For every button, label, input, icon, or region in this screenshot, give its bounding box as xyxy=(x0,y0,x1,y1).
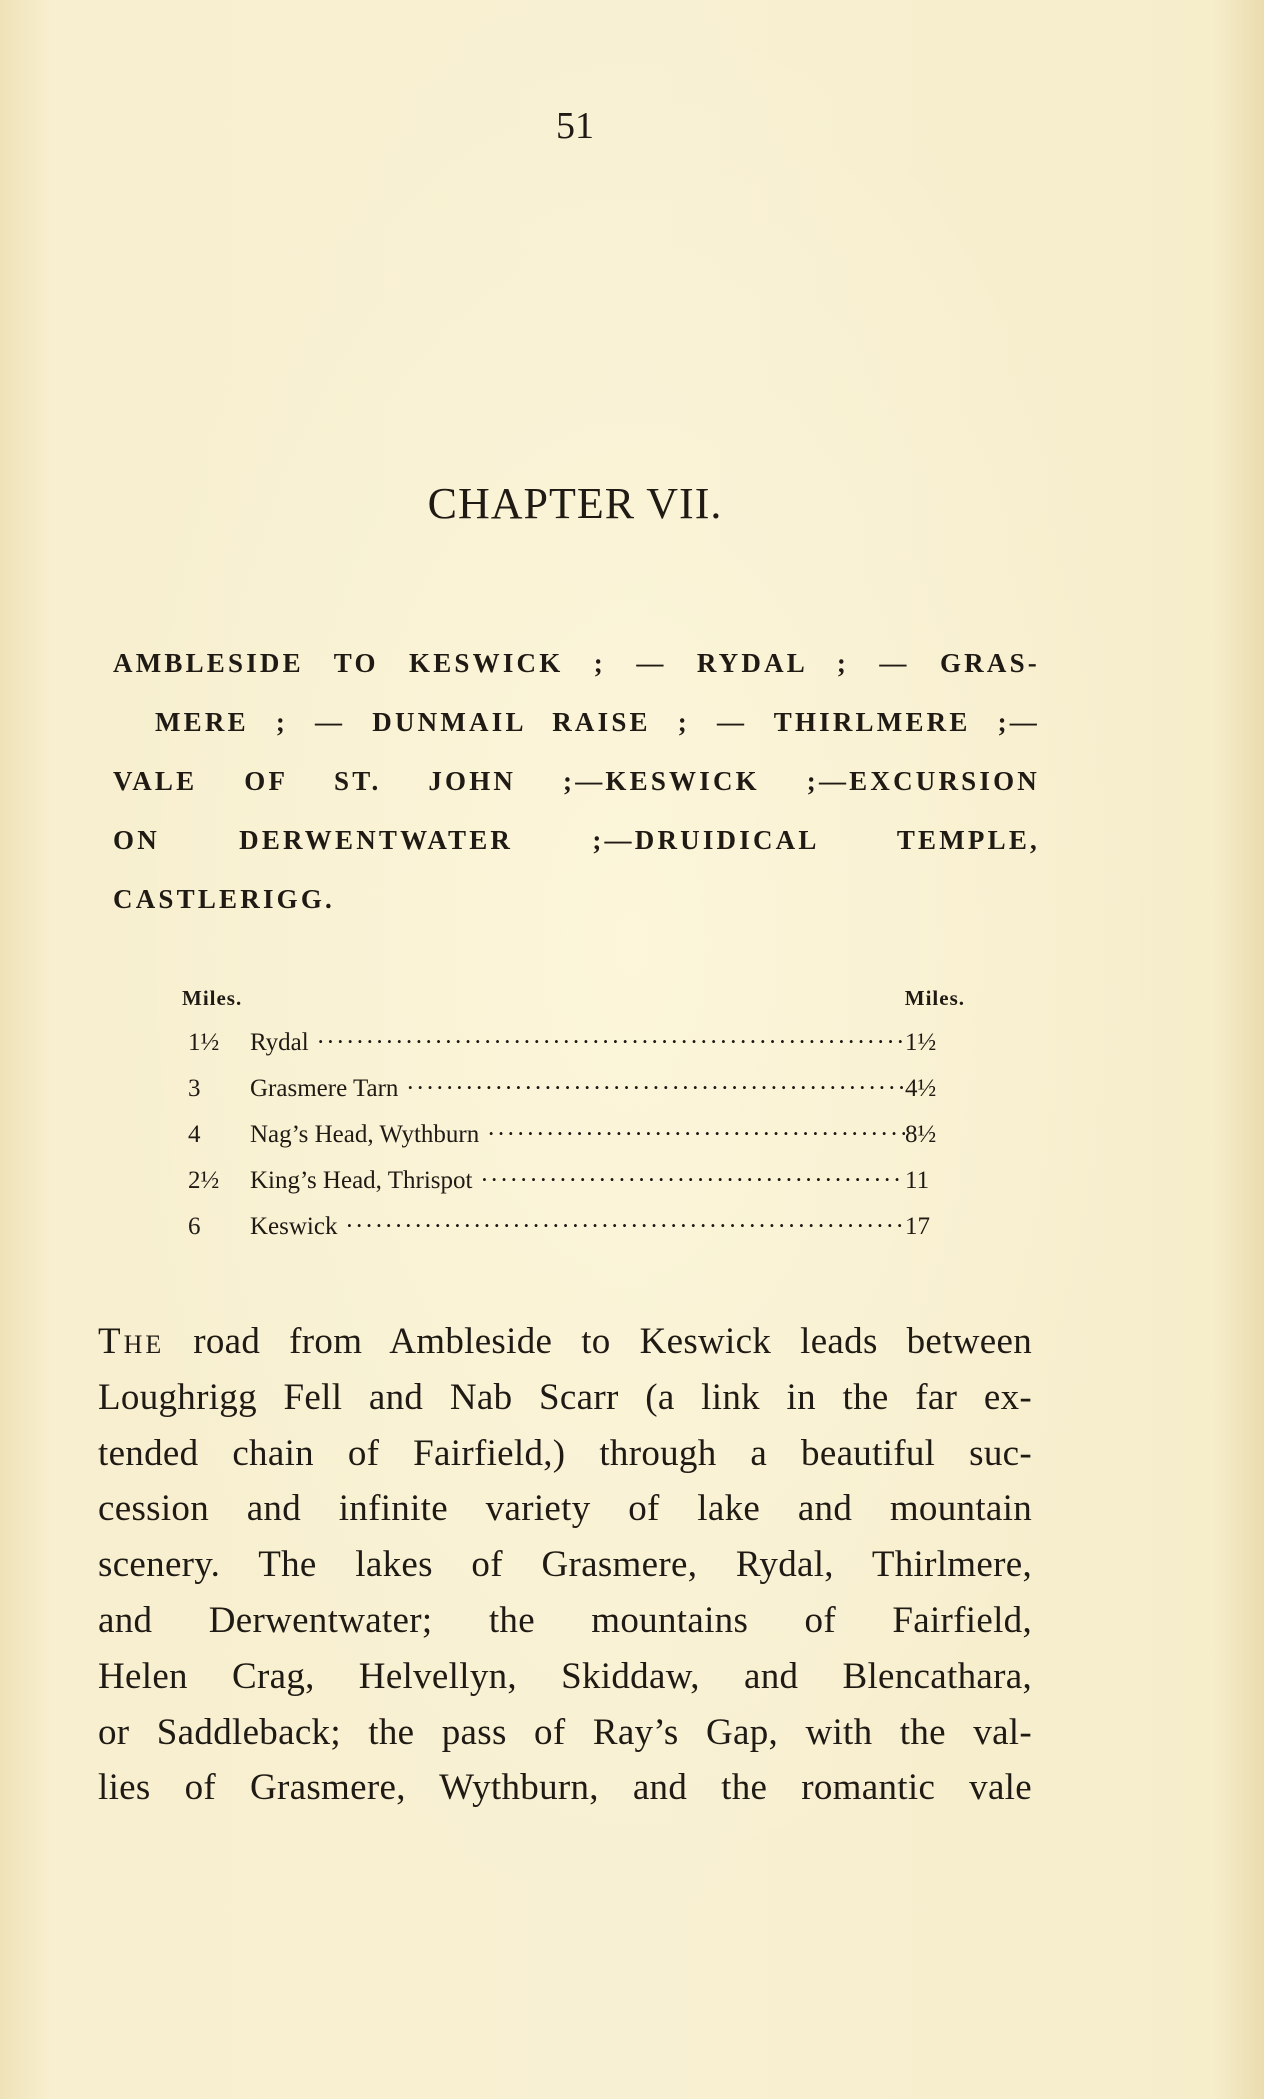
chapter-title: CHAPTER VII. xyxy=(427,479,723,528)
stage-miles: 1½ xyxy=(188,1029,220,1056)
distance-row xyxy=(180,1020,965,1066)
page-number: 51 xyxy=(556,105,594,147)
body-line: lies of Grasmere, Wythburn, and the romantic vale xyxy=(98,1767,1032,1809)
distance-table-header xyxy=(180,986,965,1020)
cumulative-miles: 8½ xyxy=(905,1121,937,1148)
distance-row xyxy=(180,1158,965,1204)
place-name: Nag’s Head, Wythburn ····· xyxy=(250,1112,905,1158)
place-name: Rydal ····· xyxy=(250,1020,905,1066)
distance-table xyxy=(180,986,965,1250)
stage-miles: 2½ xyxy=(188,1167,220,1194)
place-name: King’s Head, Thrispot ····· xyxy=(250,1158,905,1204)
body-line: tended chain of Fairfield,) through a beautiful suc- xyxy=(98,1432,1032,1474)
summary-line: AMBLESIDE TO KESWICK ; — RYDAL ; — GRAS- xyxy=(113,648,1040,678)
stage-miles: 6 xyxy=(188,1213,201,1240)
body-paragraph xyxy=(98,1314,1032,1816)
cumulative-miles: 11 xyxy=(905,1167,930,1194)
place-name: Keswick ····· xyxy=(250,1204,905,1250)
summary-line: CASTLERIGG. xyxy=(113,884,335,914)
distance-row xyxy=(180,1066,965,1112)
chapter-summary xyxy=(113,634,1040,929)
cumulative-miles: 4½ xyxy=(905,1075,937,1102)
first-line-text: road from Ambleside to Keswick leads between xyxy=(164,1321,1032,1362)
miles-column-header: Miles. xyxy=(182,986,243,1010)
body-line: Loughrigg Fell and Nab Scarr (a link in the far ex- xyxy=(98,1376,1032,1418)
summary-line: VALE OF ST. JOHN ;—KESWICK ;—EXCURSION xyxy=(113,766,1040,796)
lead-in-word: The xyxy=(98,1321,165,1362)
stage-miles: 4 xyxy=(188,1121,201,1148)
body-line: Helen Crag, Helvellyn, Skiddaw, and Blencathara, xyxy=(98,1655,1032,1697)
body-line: and Derwentwater; the mountains of Fairfield, xyxy=(98,1599,1032,1641)
body-line: scenery. The lakes of Grasmere, Rydal, Thirlmere, xyxy=(98,1544,1032,1586)
cumulative-miles: 17 xyxy=(905,1213,930,1240)
body-line: or Saddleback; the pass of Ray’s Gap, with the val- xyxy=(98,1711,1032,1753)
body-line: cession and infinite variety of lake and mountain xyxy=(98,1488,1032,1530)
distance-row xyxy=(180,1204,965,1250)
summary-line: MERE ; — DUNMAIL RAISE ; — THIRLMERE ;— xyxy=(155,707,1040,737)
distance-row xyxy=(180,1112,965,1158)
body-line xyxy=(98,1314,1032,1370)
total-miles-column-header: Miles. xyxy=(904,986,965,1010)
cumulative-miles: 1½ xyxy=(905,1029,937,1056)
stage-miles: 3 xyxy=(188,1075,201,1102)
place-name: Grasmere Tarn ····· xyxy=(250,1066,905,1112)
summary-line: ON DERWENTWATER ;—DRUIDICAL TEMPLE, xyxy=(113,825,1040,855)
